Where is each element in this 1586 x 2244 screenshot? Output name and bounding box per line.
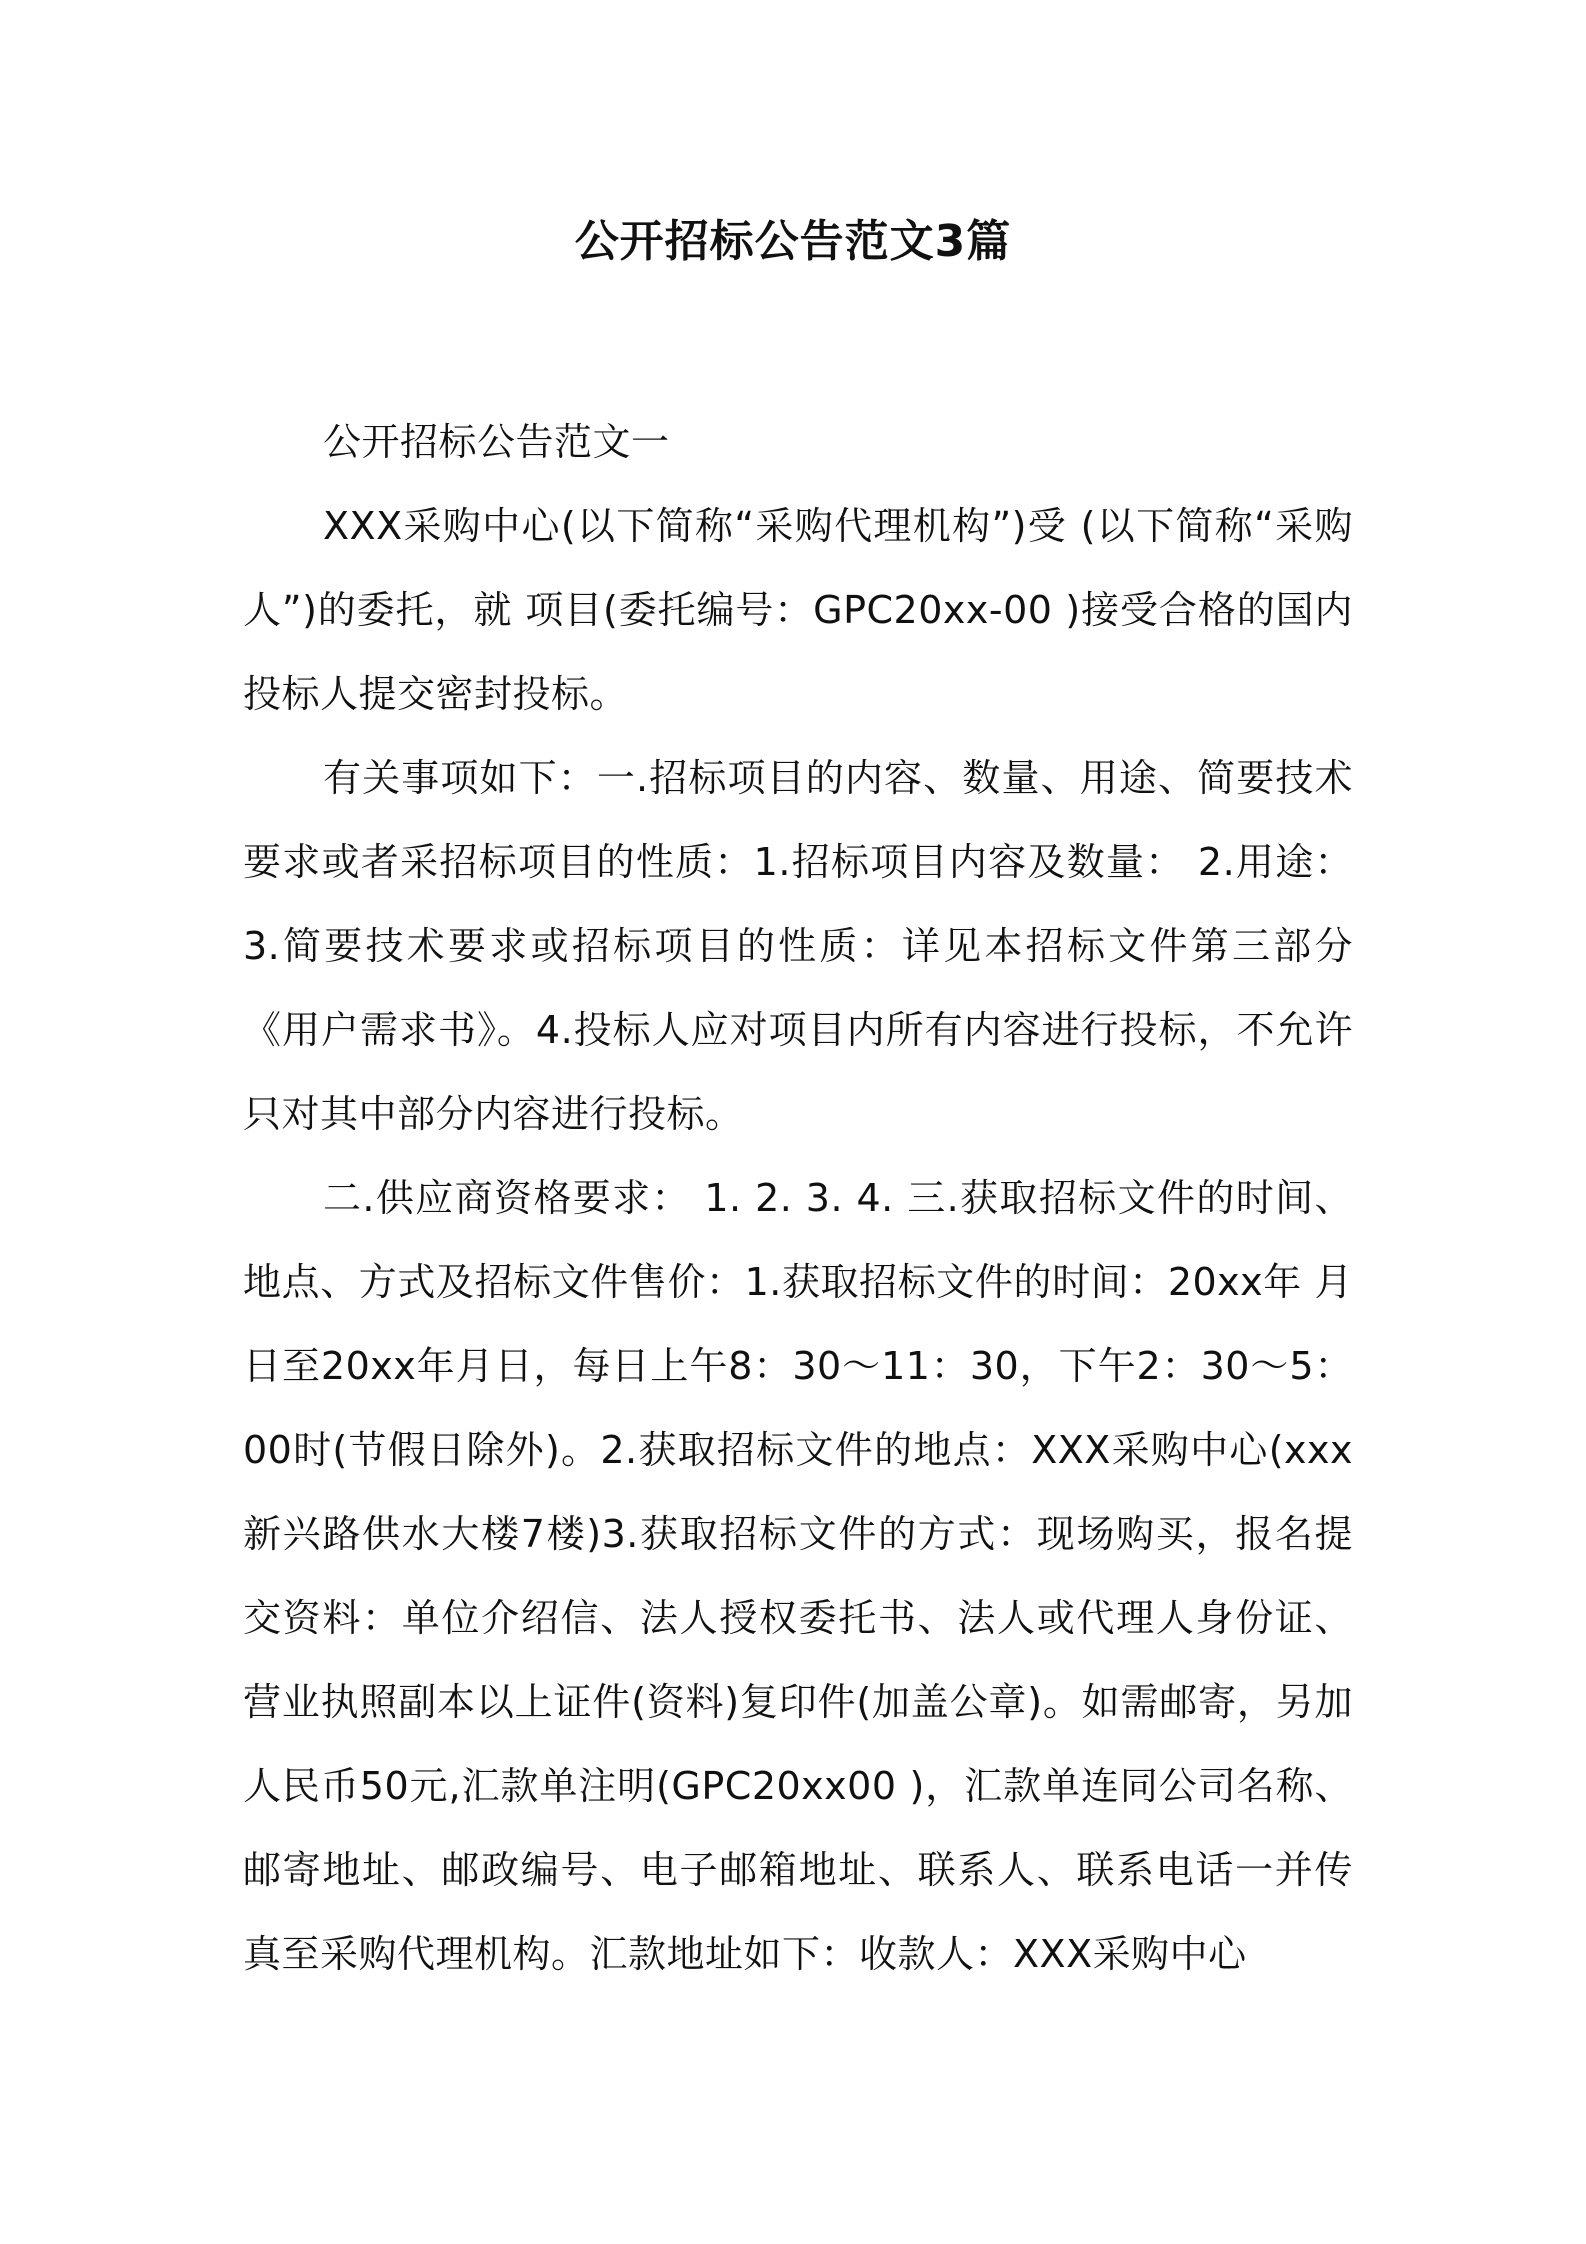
- document-title: 公开招标公告范文3篇: [574, 216, 1012, 267]
- paragraph-qualifications: 二.供应商资格要求： 1. 2. 3. 4. 三.获取招标文件的时间、地点、方式及招标文件售价：1.获取招标文件的时间：20xx年 月日至20xx年月日，每日上午8：30～11：30，下午2：30～5：00时(节假日除外)。2.获取招标文件的地点：XXX采购中心(xxx新兴路供水大楼7楼)3.获取招标文件的方式：现场购买，报名提交资料：单位介绍信、法人授权委托书、法人或代理人身份证、营业执照副本以上证件(资料)复印件(加盖公章)。如需邮寄，另加人民币50元,汇款单注明(GPC20xx00 )，汇款单连同公司名称、邮寄地址、邮政编号、电子邮箱地址、联系人、联系电话一并传真至采购代理机构。汇款地址如下：收款人：XXX采购中心: [243, 1176, 1353, 1976]
- paragraph-intro: XXX采购中心(以下简称“采购代理机构”)受 (以下简称“采购人”)的委托，就 项目(委托编号：GPC20xx-00 )接受合格的国内投标人提交密封投标。: [243, 504, 1353, 716]
- document-body: [243, 400, 1353, 1996]
- section-heading: 公开招标公告范文一: [323, 420, 670, 464]
- paragraph-matters: 有关事项如下：一.招标项目的内容、数量、用途、简要技术要求或者采招标项目的性质：1.招标项目内容及数量： 2.用途： 3.简要技术要求或招标项目的性质：详见本招标文件第三部分《用户需求书》。4.投标人应对项目内所有内容进行投标，不允许只对其中部分内容进行投标。: [243, 756, 1353, 1136]
